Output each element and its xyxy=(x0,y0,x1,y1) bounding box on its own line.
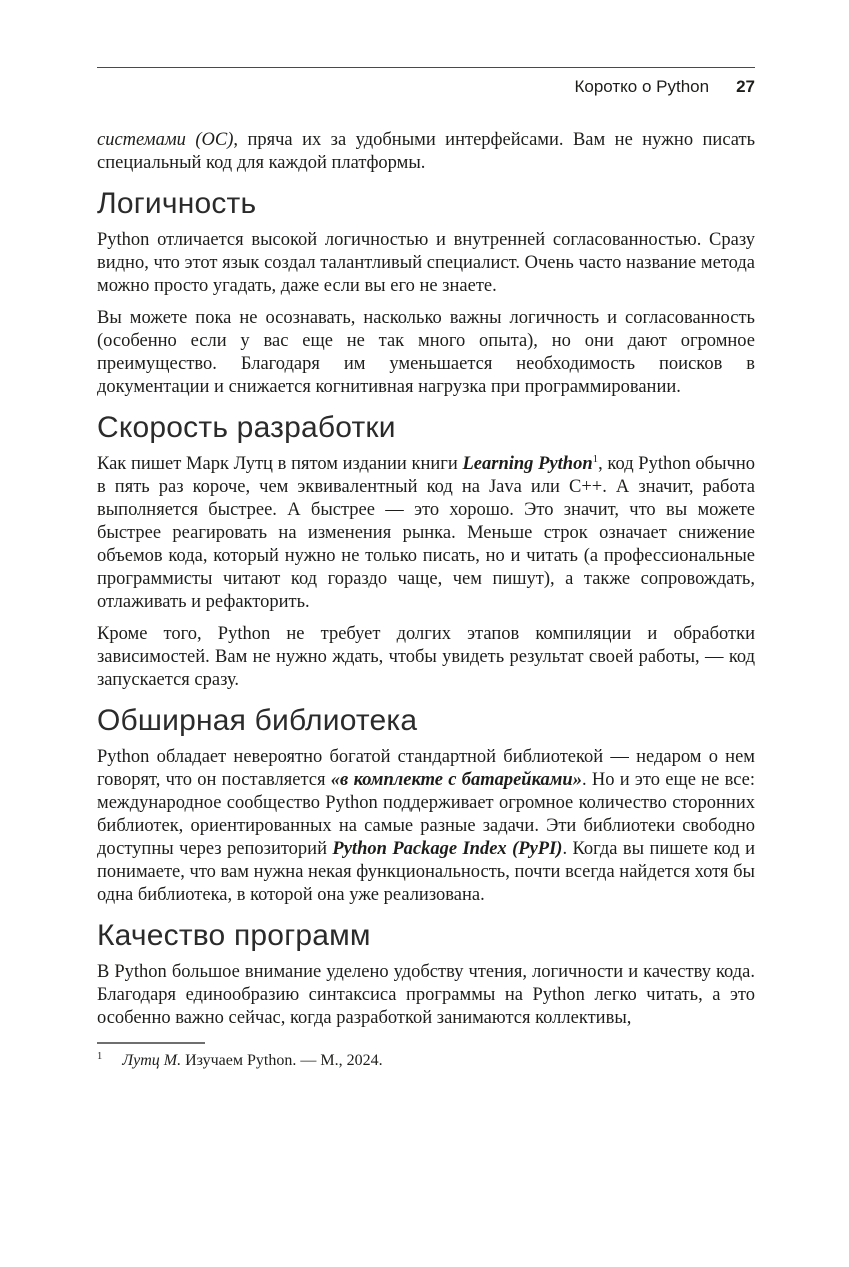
footnote-text xyxy=(122,1052,382,1069)
text-run: . Но и это еще не все: международное сообщество Python поддерживает огромное количество сторонних библиотек, ориентированных на самые разные задачи. Эти библиотеки свободно доступны через репозиторий xyxy=(97,770,755,859)
footnote-run: Лутц М. xyxy=(122,1052,182,1069)
footnote xyxy=(97,1042,755,1071)
paragraph xyxy=(97,129,755,175)
text-run: , пряча их за удобными интерфейсами. Вам не нужно писать специальный код для каждой платформы. xyxy=(97,130,756,173)
text-run: системами (ОС) xyxy=(97,130,234,150)
text-run: Learning Python xyxy=(462,454,593,474)
text-run: Python обладает невероятно богатой стандартной библиотекой — недаром о нем говорят, что он поставляется xyxy=(97,747,755,790)
section-heading: Скорость разработки xyxy=(97,411,396,444)
footnote-line xyxy=(97,1050,755,1071)
footnote-marker: 1 xyxy=(97,1050,103,1062)
text-run: Python отличается высокой логичностью и внутренней согласованностью. Сразу видно, что этот язык создал талантливый специалист. Очень часто название метода можно просто угадать, даже если вы его не знаете. xyxy=(97,230,755,296)
text-run: , код Python обычно в пять раз короче, чем эквивалентный код на Java или C++. А значит, работа выполняется быстрее. А быстрее — это хорошо. Это значит, что вы можете быстрее реагировать на изменения рынка. Меньше строк означает снижение объемов кода, который нужно не только писать, но и читать (а профессиональные программисты читают код гораздо чаще, чем пишут), а также сопровождать, отлаживать и рефакторить. xyxy=(97,454,755,612)
content xyxy=(97,129,755,1030)
text-run: Кроме того, Python не требует долгих этапов компиляции и обработки зависимостей. Вам не нужно ждать, чтобы увидеть результат своей работы, — код запускается сразу. xyxy=(97,624,755,690)
running-head-rule xyxy=(97,67,755,68)
running-head xyxy=(97,76,755,97)
section-heading: Обширная библиотека xyxy=(97,704,418,737)
page-number: 27 xyxy=(736,77,755,96)
text-run: . Когда вы пишете код и понимаете, что вам нужна некая функциональность, почти всегда найдется хотя бы одна библиотека, в которой она уже реализована. xyxy=(97,839,755,905)
section-heading: Качество программ xyxy=(97,919,371,952)
footnote-reference: 1 xyxy=(592,452,599,465)
paragraph xyxy=(97,453,755,614)
paragraph xyxy=(97,746,755,907)
footnote-run: Изучаем Python. — М., 2024. xyxy=(181,1052,383,1069)
paragraph xyxy=(97,229,755,298)
text-run: «в комплекте с батарейками» xyxy=(330,770,582,790)
text-run: Как пишет Марк Лутц в пятом издании книги xyxy=(97,454,463,474)
section-heading: Логичность xyxy=(97,187,257,220)
paragraph xyxy=(97,623,755,692)
text-run: Python Package Index (PyPI) xyxy=(332,839,563,859)
text-run: Вы можете пока не осознавать, насколько важны логичность и согласованность (особенно если у вас еще не так много опыта), но они дают огромное преимущество. Благодаря им уменьшается необходимость поисков в документации и снижается когнитивная нагрузка при программировании. xyxy=(97,308,755,397)
paragraph xyxy=(97,307,755,399)
book-page xyxy=(0,67,849,1267)
running-title: Коротко о Python xyxy=(574,77,710,96)
paragraph xyxy=(97,961,755,1030)
text-run: В Python большое внимание уделено удобству чтения, логичности и качеству кода. Благодаря единообразию синтаксиса программы на Python легко читать, а это особенно важно сейчас, когда разработкой занимаются коллективы, xyxy=(97,962,755,1028)
footnote-rule xyxy=(97,1042,205,1044)
